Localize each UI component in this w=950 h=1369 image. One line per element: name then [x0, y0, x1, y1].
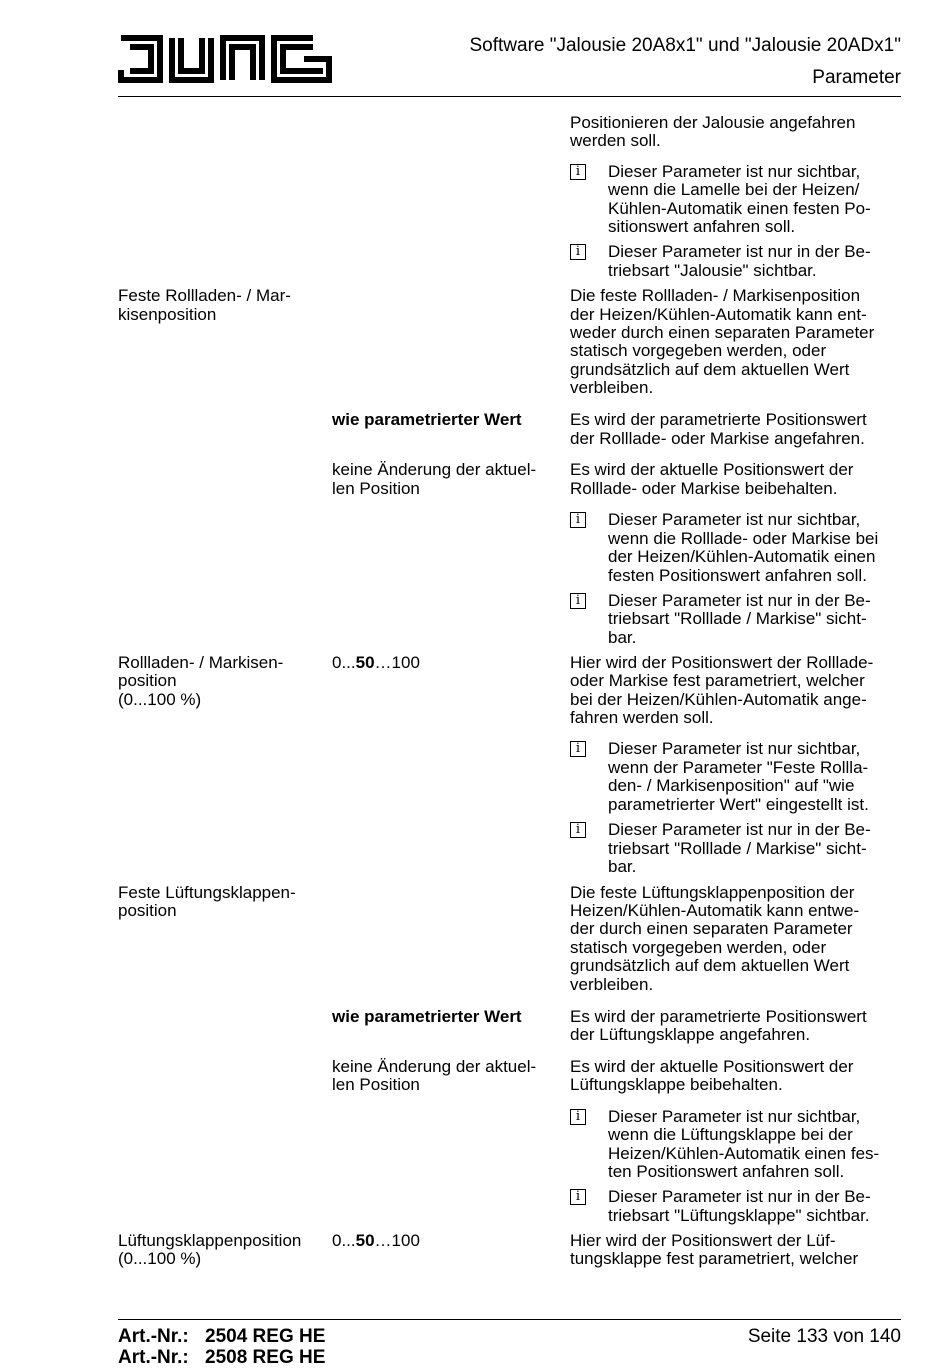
option-description: der Lüftungsklappe angefahren.: [570, 1025, 811, 1044]
article-label: Art.-Nr.:: [118, 1326, 189, 1347]
param-description: fahren werden soll.: [570, 708, 714, 727]
param-name: position: [118, 901, 177, 920]
param-name: position: [118, 671, 177, 690]
note-line: sitionswert anfahren soll.: [608, 217, 796, 236]
param-description: statisch vorgegeben werden, oder: [570, 938, 827, 957]
note-line: Dieser Parameter ist nur sichtbar,: [608, 739, 861, 758]
option-value: keine Änderung der aktuel-: [332, 1057, 537, 1076]
note-line: triebsart "Rolllade / Markise" sicht-: [608, 839, 867, 858]
info-icon: i: [570, 512, 586, 528]
note-line: wenn die Rolllade- oder Markise bei: [608, 529, 879, 548]
note-line: Dieser Parameter ist nur in der Be-: [608, 1187, 871, 1206]
option-description: Es wird der parametrierte Positionswert: [570, 410, 867, 429]
option-description: Es wird der aktuelle Positionswert der: [570, 1057, 854, 1076]
note-line: festen Positionswert anfahren soll.: [608, 566, 867, 585]
footer-rule: [118, 1319, 901, 1320]
param-description: der durch einen separaten Parameter: [570, 919, 853, 938]
range-min: 0...: [332, 653, 356, 672]
article-number: 2508 REG HE: [205, 1347, 326, 1368]
info-icon: i: [570, 164, 586, 180]
param-description: weder durch einen separaten Parameter: [570, 323, 875, 342]
article-label: Art.-Nr.:: [118, 1347, 189, 1368]
note-line: Dieser Parameter ist nur sichtbar,: [608, 162, 861, 181]
note-line: bar.: [608, 628, 637, 647]
param-description: tungsklappe fest parametriert, welcher: [570, 1249, 859, 1268]
jung-logo: [118, 32, 332, 86]
note-line: ten Positionswert anfahren soll.: [608, 1162, 845, 1181]
param-description: bei der Heizen/Kühlen-Automatik ange-: [570, 690, 867, 709]
param-description: oder Markise fest parametriert, welcher: [570, 671, 865, 690]
note-line: Dieser Parameter ist nur in der Be-: [608, 242, 871, 261]
option-value: wie parametrierter Wert: [332, 410, 522, 429]
param-description: der Heizen/Kühlen-Automatik kann ent-: [570, 305, 867, 324]
info-icon: i: [570, 244, 586, 260]
option-value: len Position: [332, 1075, 420, 1094]
note-line: wenn der Parameter "Feste Rollla-: [608, 758, 869, 777]
param-description: grundsätzlich auf dem aktuellen Wert: [570, 360, 850, 379]
option-value: keine Änderung der aktuel-: [332, 460, 537, 479]
param-name: (0...100 %): [118, 1249, 202, 1268]
article-number: 2504 REG HE: [205, 1326, 326, 1347]
document-title: Software "Jalousie 20A8x1" und "Jalousie 20ADx1": [469, 35, 901, 56]
param-description: Die feste Rollladen- / Markisenposition: [570, 286, 861, 305]
option-value: len Position: [332, 479, 420, 498]
option-description: Lüftungsklappe beibehalten.: [570, 1075, 783, 1094]
note-line: wenn die Lüftungsklappe bei der: [608, 1125, 853, 1144]
info-icon: i: [570, 822, 586, 838]
document-subtitle: Parameter: [812, 67, 901, 88]
note-line: triebsart "Jalousie" sichtbar.: [608, 261, 817, 280]
note-line: triebsart "Lüftungsklappe" sichtbar.: [608, 1206, 870, 1225]
note-line: bar.: [608, 857, 637, 876]
option-description: Es wird der aktuelle Positionswert der: [570, 460, 854, 479]
note-line: Dieser Parameter ist nur in der Be-: [608, 820, 871, 839]
note-line: Heizen/Kühlen-Automatik einen fes-: [608, 1144, 880, 1163]
option-description: der Rolllade- oder Markise angefahren.: [570, 429, 865, 448]
note-line: parametrierter Wert" eingestellt ist.: [608, 795, 869, 814]
param-name: Feste Rollladen- / Mar-: [118, 286, 291, 305]
param-name: kisenposition: [118, 305, 217, 324]
note-line: Dieser Parameter ist nur in der Be-: [608, 591, 871, 610]
intro-line: werden soll.: [570, 131, 661, 150]
param-description: Heizen/Kühlen-Automatik kann entwe-: [570, 901, 860, 920]
range-max: …100: [374, 1231, 420, 1250]
param-description: grundsätzlich auf dem aktuellen Wert: [570, 956, 850, 975]
option-description: Rolllade- oder Markise beibehalten.: [570, 479, 838, 498]
param-description: Hier wird der Positionswert der Rolllade-: [570, 653, 874, 672]
range-max: …100: [374, 653, 420, 672]
param-description: verbleiben.: [570, 975, 654, 994]
option-description: Es wird der parametrierte Positionswert: [570, 1007, 867, 1026]
range-min: 0...: [332, 1231, 356, 1250]
note-line: triebsart "Rolllade / Markise" sicht-: [608, 609, 867, 628]
param-description: verbleiben.: [570, 378, 654, 397]
range-default: 50: [355, 1231, 375, 1250]
note-line: Kühlen-Automatik einen festen Po-: [608, 199, 871, 218]
page-number: Seite 133 von 140: [747, 1326, 901, 1347]
note-line: wenn die Lamelle bei der Heizen/: [608, 180, 860, 199]
param-name: Lüftungsklappenposition: [118, 1231, 302, 1250]
info-icon: i: [570, 1109, 586, 1125]
param-name: Feste Lüftungsklappen-: [118, 883, 296, 902]
note-line: der Heizen/Kühlen-Automatik einen: [608, 547, 876, 566]
range-value: [332, 654, 420, 673]
range-default: 50: [355, 653, 375, 672]
logo-text: JUNG: [118, 32, 121, 33]
param-description: statisch vorgegeben werden, oder: [570, 341, 827, 360]
param-name: (0...100 %): [118, 690, 202, 709]
info-icon: i: [570, 593, 586, 609]
param-description: Die feste Lüftungsklappenposition der: [570, 883, 855, 902]
info-icon: i: [570, 1189, 586, 1205]
param-name: Rollladen- / Markisen-: [118, 653, 284, 672]
header-rule: [118, 96, 901, 97]
info-icon: i: [570, 741, 586, 757]
note-line: den- / Markisenposition" auf "wie: [608, 776, 855, 795]
option-value: wie parametrierter Wert: [332, 1007, 522, 1026]
range-value: [332, 1232, 420, 1251]
param-description: Hier wird der Positionswert der Lüf-: [570, 1231, 836, 1250]
note-line: Dieser Parameter ist nur sichtbar,: [608, 510, 861, 529]
intro-line: Positionieren der Jalousie angefahren: [570, 113, 856, 132]
note-line: Dieser Parameter ist nur sichtbar,: [608, 1107, 861, 1126]
